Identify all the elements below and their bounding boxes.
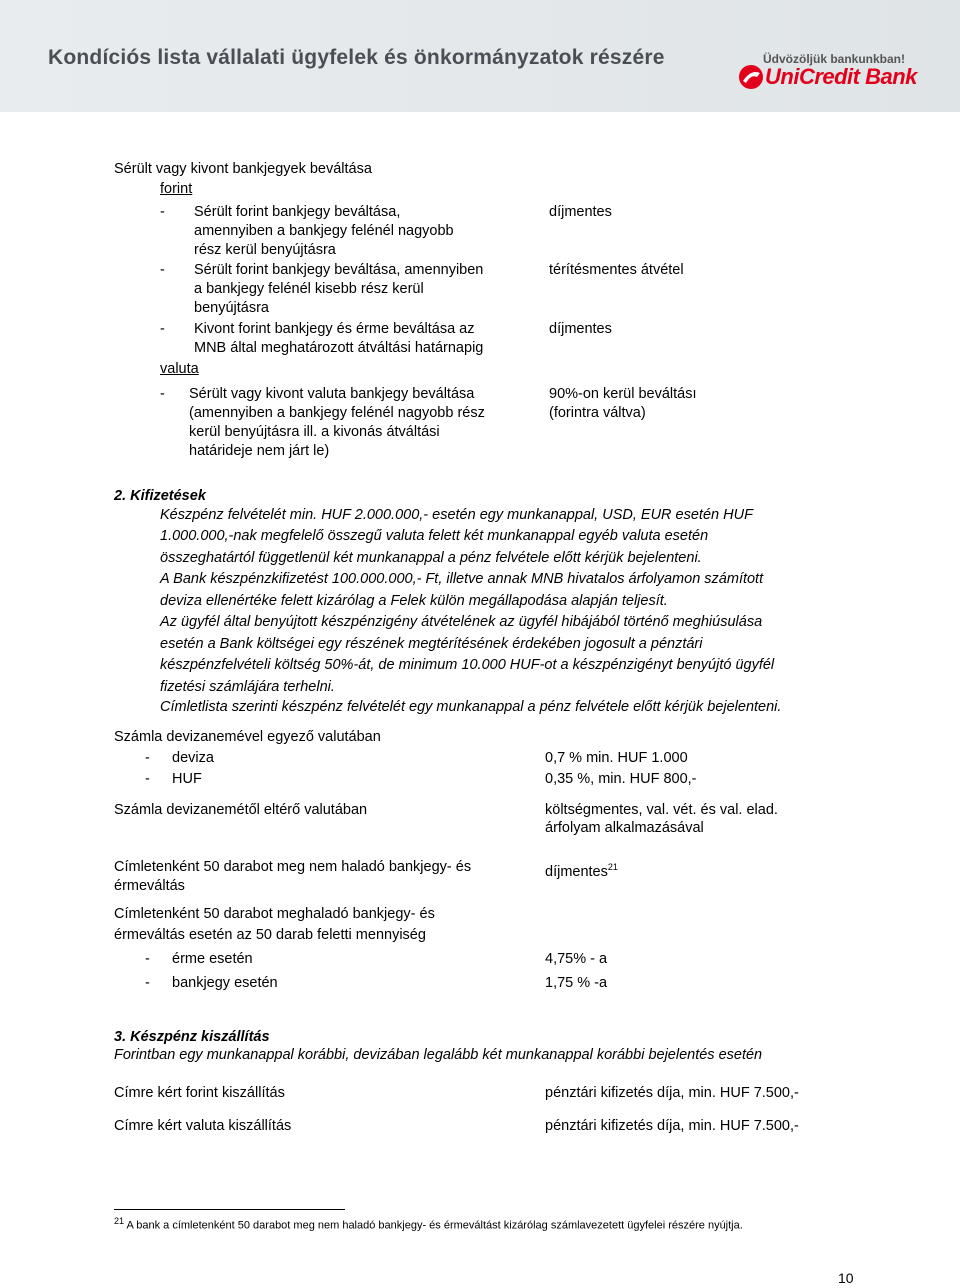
r4-line1: Sérült vagy kivont valuta bankjegy beváltása: [189, 386, 475, 402]
footnote: [114, 1216, 743, 1232]
r2-line1: Sérült forint bankjegy beváltása, amennyiben: [194, 262, 484, 278]
s2-line-6: esetén a Bank költségei egy részének megtérítésének érdekében jogosult a pénztári: [160, 636, 703, 652]
r2-line3: benyújtásra: [194, 300, 269, 316]
logo-text: UniCredit Bank: [765, 64, 917, 89]
section1-title: Sérült vagy kivont bankjegyek beváltása: [114, 161, 372, 177]
huf-dash: -: [145, 771, 150, 787]
forint-delivery-value: pénztári kifizetés díja, min. HUF 7.500,-: [545, 1085, 799, 1101]
footnote-divider: [114, 1209, 345, 1210]
r1-line2: amennyiben a bankjegy felénél nagyobb: [194, 223, 454, 239]
valuta-label: valuta: [160, 361, 199, 377]
s2-line-0: Készpénz felvételét min. HUF 2.000.000,- esetén egy munkanappal, USD, EUR esetén HUF: [160, 507, 753, 523]
coin-label: érme esetén: [172, 951, 253, 967]
coin-value: 4,75% - a: [545, 951, 608, 967]
diff-currency-value-2: árfolyam alkalmazásával: [545, 820, 704, 836]
over50-line2: érmeváltás esetén az 50 darab feletti mennyiség: [114, 927, 426, 943]
r1-value: díjmentes: [549, 204, 612, 220]
s2-line-1: 1.000.000,-nak megfelelő összegű valuta felett két munkanappal egyéb valuta esetén: [160, 528, 709, 544]
unicredit-logo-icon: [737, 63, 765, 91]
r1-line3: rész kerül benyújtásra: [194, 242, 336, 258]
r4-line2: (amennyiben a bankjegy felénél nagyobb rész: [189, 405, 485, 421]
bank-logo: [737, 62, 917, 92]
under50-line2: érmeváltás: [114, 878, 185, 894]
r4-line4: határideje nem járt le): [189, 443, 330, 459]
huf-label: HUF: [172, 771, 202, 787]
header-title: Kondíciós lista vállalati ügyfelek és önkormányzatok részére: [48, 46, 665, 69]
s2-line-9: Címletlista szerinti készpénz felvételét egy munkanappal a pénz felvétele előtt kérjük bejelenteni.: [160, 699, 782, 715]
r4-line3: kerül benyújtásra ill. a kivonás átváltási: [189, 424, 440, 440]
footnote-ref: 21: [607, 862, 618, 872]
banknote-label: bankjegy esetén: [172, 975, 278, 991]
r4-value-line1: 90%-on kerül beváltásı: [549, 386, 697, 402]
fx-delivery-label: Címre kért valuta kiszállítás: [114, 1118, 292, 1134]
deviza-dash: -: [145, 750, 150, 766]
r2-dash: -: [160, 262, 165, 278]
fx-delivery-value: pénztári kifizetés díja, min. HUF 7.500,-: [545, 1118, 799, 1134]
banknote-dash: -: [145, 975, 150, 991]
s2-line-2: összeghatártól függetlenül két munkanappal a pénz felvétele előtt kérjük bejelenteni.: [160, 550, 702, 566]
r3-value: díjmentes: [549, 321, 612, 337]
deviza-label: deviza: [172, 750, 214, 766]
s2-line-3: A Bank készpénzkifizetést 100.000.000,- Ft, illetve annak MNB hivatalos árfolyamon számított: [160, 571, 764, 587]
r2-line2: a bankjegy felénél kisebb rész kerül: [194, 281, 424, 297]
s2-line-7: készpénzfelvételi költség 50%-át, de minimum 10.000 HUF-ot a készpénzigényt benyújtó ügyfél: [160, 657, 775, 673]
under50-value: [545, 858, 618, 881]
deviza-value: 0,7 % min. HUF 1.000: [545, 750, 688, 766]
forint-label: forint: [160, 181, 193, 197]
section3-title: 3. Készpénz kiszállítás: [114, 1029, 270, 1045]
forint-delivery-label: Címre kért forint kiszállítás: [114, 1085, 285, 1101]
r1-dash: -: [160, 204, 165, 220]
diff-currency-label: Számla devizanemétől eltérő valutában: [114, 802, 368, 818]
footnote-number: 21: [114, 1216, 125, 1226]
s2-line-4: deviza ellenértéke felett kizárólag a Felek külön megállapodása alapján teljesít.: [160, 593, 668, 609]
r3-line1: Kivont forint bankjegy és érme beváltása az: [194, 321, 475, 337]
s2-line-5: Az ügyfél által benyújtott készpénzigény átvételének az ügyfél hibájából történő meghiúsulása: [160, 614, 763, 630]
r3-dash: -: [160, 321, 165, 337]
under50-line1: Címletenként 50 darabot meg nem haladó bankjegy- és: [114, 859, 472, 875]
over50-line1: Címletenként 50 darabot meghaladó bankjegy- és: [114, 906, 435, 922]
banknote-value: 1,75 % -a: [545, 975, 608, 991]
diff-currency-value-1: költségmentes, val. vét. és val. elad.: [545, 802, 778, 818]
r2-value: térítésmentes átvétel: [549, 262, 684, 278]
r3-line2: MNB által meghatározott átváltási határnapig: [194, 340, 484, 356]
header-greeting: Üdvözöljük bankunkban!: [763, 52, 906, 66]
huf-value: 0,35 %, min. HUF 800,-: [545, 771, 697, 787]
under50-value-text: díjmentes: [545, 863, 608, 880]
section3-subtitle: Forintban egy munkanappal korábbi, devizában legalább két munkanappal korábbi bejelentés esetén: [114, 1047, 763, 1063]
r4-value-line2: (forintra váltva): [549, 405, 646, 421]
r1-line1: Sérült forint bankjegy beváltása,: [194, 204, 401, 220]
page-number: 10: [838, 1270, 854, 1286]
same-currency-label: Számla devizanemével egyező valutában: [114, 729, 381, 745]
footnote-text: A bank a címletenként 50 darabot meg nem haladó bankjegy- és érmeváltást kizárólag számlavezetett ügyfelei részére nyújtja.: [126, 1219, 743, 1232]
coin-dash: -: [145, 951, 150, 967]
r4-dash: -: [160, 386, 165, 402]
section2-title: 2. Kifizetések: [114, 488, 206, 504]
page-header: [0, 0, 960, 112]
s2-line-8: fizetési számlájára terhelni.: [160, 679, 335, 695]
